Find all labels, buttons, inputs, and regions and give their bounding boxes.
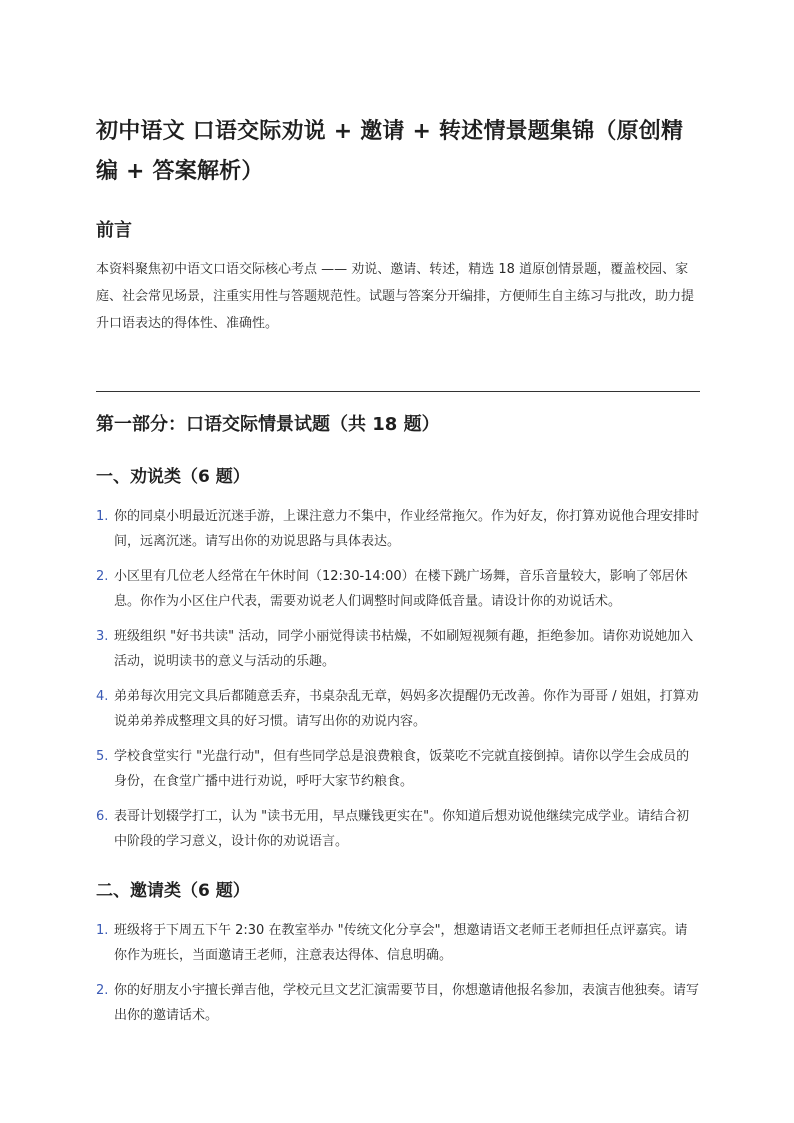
section-invitation-heading: 二、邀请类（6 题） bbox=[96, 881, 250, 901]
question-number: 5. bbox=[96, 749, 109, 764]
question-item bbox=[96, 564, 700, 614]
question-item bbox=[96, 624, 700, 674]
question-item bbox=[96, 918, 700, 968]
question-text: 班级组织 "好书共读" 活动，同学小丽觉得读书枯燥，不如刷短视频有趣，拒绝参加。请你劝说她加入活动，说明读书的意义与活动的乐趣。 bbox=[114, 629, 694, 669]
question-item bbox=[96, 978, 700, 1028]
part1-heading: 第一部分：口语交际情景试题（共 18 题） bbox=[96, 414, 440, 435]
document-title: 初中语文 口语交际劝说 + 邀请 + 转述情景题集锦（原创精编 + 答案解析） bbox=[96, 119, 684, 184]
question-item bbox=[96, 804, 700, 854]
question-text: 弟弟每次用完文具后都随意丢弃，书桌杂乱无章，妈妈多次提醒仍无改善。你作为哥哥 / 姐姐，打算劝说弟弟养成整理文具的好习惯。请写出你的劝说内容。 bbox=[114, 689, 699, 729]
question-number: 2. bbox=[96, 569, 109, 584]
question-item bbox=[96, 504, 700, 554]
question-text: 你的好朋友小宇擅长弹吉他，学校元旦文艺汇演需要节目，你想邀请他报名参加，表演吉他独奏。请写出你的邀请话术。 bbox=[114, 983, 700, 1023]
section-persuasion-heading: 一、劝说类（6 题） bbox=[96, 467, 250, 487]
question-item bbox=[96, 684, 700, 734]
question-number: 6. bbox=[96, 809, 109, 824]
document-page bbox=[96, 112, 700, 1038]
question-text: 你的同桌小明最近沉迷手游，上课注意力不集中，作业经常拖欠。作为好友，你打算劝说他合理安排时间，远离沉迷。请写出你的劝说思路与具体表达。 bbox=[114, 509, 700, 549]
question-number: 4. bbox=[96, 689, 109, 704]
question-item bbox=[96, 744, 700, 794]
preface-text: 本资料聚焦初中语文口语交际核心考点 —— 劝说、邀请、转述，精选 18 道原创情景题，覆盖校园、家庭、社会常见场景，注重实用性与答题规范性。试题与答案分开编排，方便师生自主练习与批改，助力提升口语表达的得体性、准确性。 bbox=[96, 262, 695, 331]
question-number: 1. bbox=[96, 923, 109, 938]
question-text: 学校食堂实行 "光盘行动"，但有些同学总是浪费粮食，饭菜吃不完就直接倒掉。请你以学生会成员的身份，在食堂广播中进行劝说，呼吁大家节约粮食。 bbox=[114, 749, 690, 789]
question-number: 2. bbox=[96, 983, 109, 998]
invitation-question-list bbox=[96, 918, 700, 1028]
question-text: 班级将于下周五下午 2:30 在教室举办 "传统文化分享会"，想邀请语文老师王老师担任点评嘉宾。请你作为班长，当面邀请王老师，注意表达得体、信息明确。 bbox=[114, 923, 688, 963]
preface-heading: 前言 bbox=[96, 220, 132, 241]
persuasion-question-list bbox=[96, 504, 700, 854]
section-divider bbox=[96, 391, 700, 392]
question-text: 小区里有几位老人经常在午休时间（12:30-14:00）在楼下跳广场舞，音乐音量较大，影响了邻居休息。你作为小区住户代表，需要劝说老人们调整时间或降低音量。请设计你的劝说话术。 bbox=[114, 569, 688, 609]
question-text: 表哥计划辍学打工，认为 "读书无用，早点赚钱更实在"。你知道后想劝说他继续完成学业。请结合初中阶段的学习意义，设计你的劝说语言。 bbox=[114, 809, 690, 849]
question-number: 3. bbox=[96, 629, 109, 644]
question-number: 1. bbox=[96, 509, 109, 524]
